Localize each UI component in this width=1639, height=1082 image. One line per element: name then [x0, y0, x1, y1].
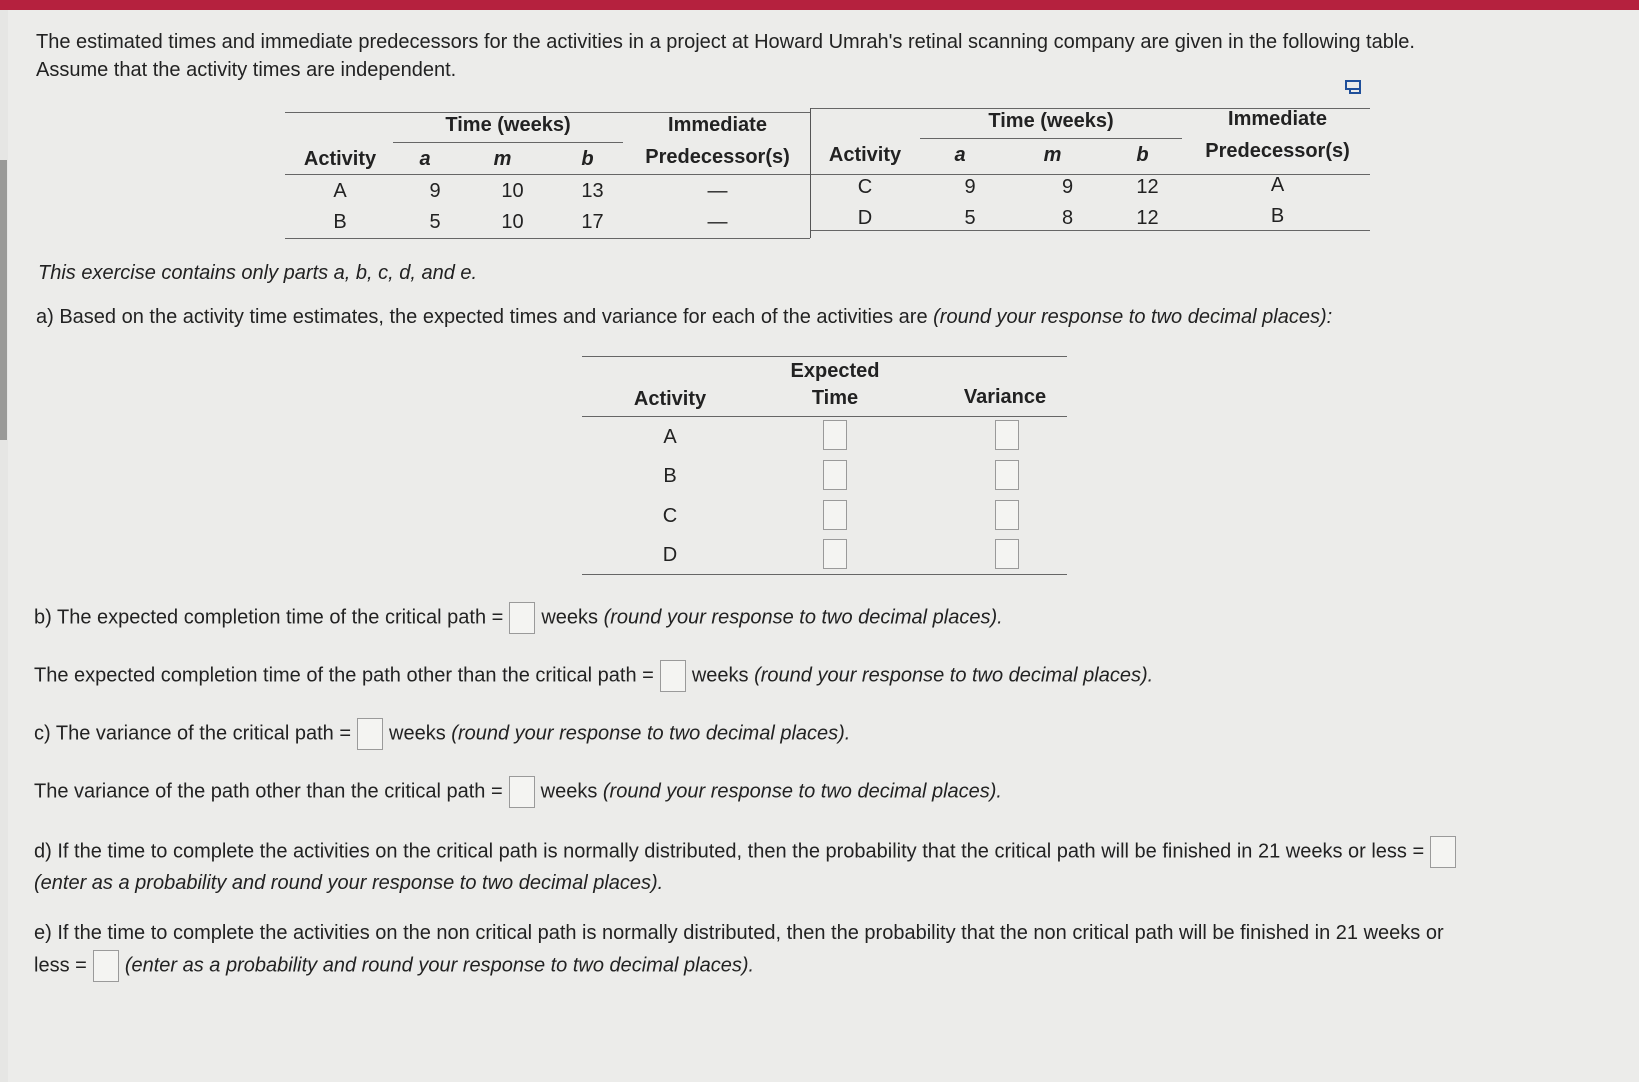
row-b-pred: —	[707, 211, 728, 233]
part-c-line-2-post: weeks	[540, 780, 598, 803]
part-c-line-2-italic: (round your response to two decimal places).	[602, 780, 1002, 803]
intro-line-1: The estimated times and immediate predecessors for the activities in a project at Howard Umrah's retinal scanning company are given in the following table.	[36, 31, 1415, 53]
row-d-a: 5	[964, 207, 976, 229]
variance-input-b[interactable]	[995, 460, 1019, 490]
row-d-pred: B	[1270, 205, 1285, 227]
et-header-rule	[582, 416, 1067, 417]
part-c-line-1-italic: (round your response to two decimal places).	[451, 722, 851, 745]
exercise-note: This exercise contains only parts a, b, c, d, and e.	[38, 262, 478, 284]
part-b-line-2-post: weeks	[691, 664, 749, 687]
et-top-rule	[582, 356, 1067, 357]
critical-path-variance-input[interactable]	[357, 718, 383, 750]
part-c-line-2-pre: The variance of the path other than the critical path =	[34, 780, 503, 803]
part-c-line-1	[34, 718, 850, 750]
col-b-left: b	[581, 148, 594, 170]
row-c-a: 9	[964, 176, 976, 198]
row-c-b: 12	[1136, 176, 1159, 198]
row-b-m: 10	[501, 211, 524, 233]
row-a-b: 13	[581, 180, 604, 202]
expected-time-input-d[interactable]	[823, 539, 847, 569]
pred-header-left-1: Immediate	[668, 114, 767, 136]
part-c-line-1-pre: c) The variance of the critical path =	[34, 722, 352, 745]
part-b-line-2	[34, 660, 1153, 692]
part-d-line-1-text: d) If the time to complete the activities on the critical path is normally distributed, then the probability that the critical path will be finished in 21 weeks or less =	[34, 840, 1425, 863]
row-c-activity: C	[857, 176, 873, 198]
other-path-time-input[interactable]	[660, 660, 686, 692]
variance-input-a[interactable]	[995, 420, 1019, 450]
col-m-left: m	[493, 148, 512, 170]
col-m-right: m	[1043, 144, 1062, 166]
pred-header-right-1: Immediate	[1228, 108, 1327, 130]
time-group-header-left: Time (weeks)	[445, 114, 571, 136]
et-expected-header-2: Time	[811, 387, 859, 409]
intro-line-2: Assume that the activity times are independent.	[36, 59, 457, 81]
top-accent-bar	[0, 0, 1639, 10]
et-bottom-rule	[582, 574, 1067, 575]
part-a-text: a) Based on the activity time estimates, the expected times and variance for each of the activities are	[36, 306, 934, 328]
table-top-rule-left	[285, 112, 810, 113]
other-path-variance-input[interactable]	[509, 776, 535, 808]
table-divider	[810, 108, 811, 238]
et-variance-header: Variance	[963, 386, 1047, 408]
time-group-header-right: Time (weeks)	[988, 110, 1114, 132]
row-a-a: 9	[429, 180, 441, 202]
et-activity-header: Activity	[633, 388, 707, 410]
row-c-m: 9	[1061, 176, 1074, 198]
row-b-a: 5	[429, 211, 441, 233]
part-e-line-2-italic: (enter as a probability and round your response to two decimal places).	[124, 954, 755, 977]
part-c-line-1-post: weeks	[389, 722, 446, 745]
pred-header-left-2: Predecessor(s)	[645, 146, 790, 168]
critical-path-probability-input[interactable]	[1430, 836, 1456, 868]
expected-time-input-c[interactable]	[823, 500, 847, 530]
et-activity-d: D	[662, 544, 678, 566]
part-b-line-2-italic: (round your response to two decimal places).	[754, 664, 1154, 687]
row-d-m: 8	[1061, 207, 1074, 229]
activity-header-left: Activity	[303, 148, 377, 170]
row-b-b: 17	[581, 211, 604, 233]
col-a-right: a	[954, 144, 966, 166]
part-a-italic: (round your response to two decimal places):	[933, 306, 1333, 328]
table-bottom-rule-right	[810, 230, 1370, 231]
part-b-line-1-pre: b) The expected completion time of the critical path =	[34, 606, 504, 629]
part-e-line-2	[34, 950, 754, 982]
part-c-line-2	[34, 776, 1002, 808]
activity-header-right: Activity	[828, 144, 902, 166]
part-b-line-1	[34, 602, 1003, 634]
copy-icon[interactable]	[1345, 80, 1363, 94]
left-scroll-strip	[0, 160, 7, 440]
row-b-activity: B	[333, 211, 347, 233]
part-d-line-1	[34, 836, 1462, 868]
non-critical-path-probability-input[interactable]	[93, 950, 119, 982]
part-d-line-2: (enter as a probability and round your response to two decimal places).	[34, 872, 664, 894]
part-e-line-1: e) If the time to complete the activities on the non critical path is normally distributed, then the probability that the non critical path will be finished in 21 weeks or	[34, 922, 1444, 944]
row-a-pred: —	[707, 180, 728, 202]
row-c-pred: A	[1270, 174, 1285, 196]
part-b-line-2-pre: The expected completion time of the path other than the critical path =	[34, 664, 654, 687]
critical-path-time-input[interactable]	[509, 602, 535, 634]
part-e-line-2-pre: less =	[34, 954, 87, 977]
row-d-activity: D	[857, 207, 873, 229]
variance-input-d[interactable]	[995, 539, 1019, 569]
time-group-rule-left	[393, 142, 623, 143]
part-b-line-1-post: weeks	[541, 606, 599, 629]
col-a-left: a	[419, 148, 431, 170]
part-b-line-1-italic: (round your response to two decimal places).	[603, 606, 1003, 629]
time-group-rule-right	[920, 138, 1182, 139]
et-expected-header-1: Expected	[790, 360, 880, 382]
et-activity-b: B	[663, 465, 677, 487]
expected-time-input-b[interactable]	[823, 460, 847, 490]
part-a-prompt	[36, 306, 1332, 329]
col-b-right: b	[1136, 144, 1149, 166]
row-a-activity: A	[333, 180, 347, 202]
pred-header-right-2: Predecessor(s)	[1205, 140, 1350, 162]
table-bottom-rule-left	[285, 238, 810, 239]
expected-time-input-a[interactable]	[823, 420, 847, 450]
row-a-m: 10	[501, 180, 524, 202]
et-activity-c: C	[662, 505, 678, 527]
variance-input-c[interactable]	[995, 500, 1019, 530]
row-d-b: 12	[1136, 207, 1159, 229]
et-activity-a: A	[663, 426, 677, 448]
